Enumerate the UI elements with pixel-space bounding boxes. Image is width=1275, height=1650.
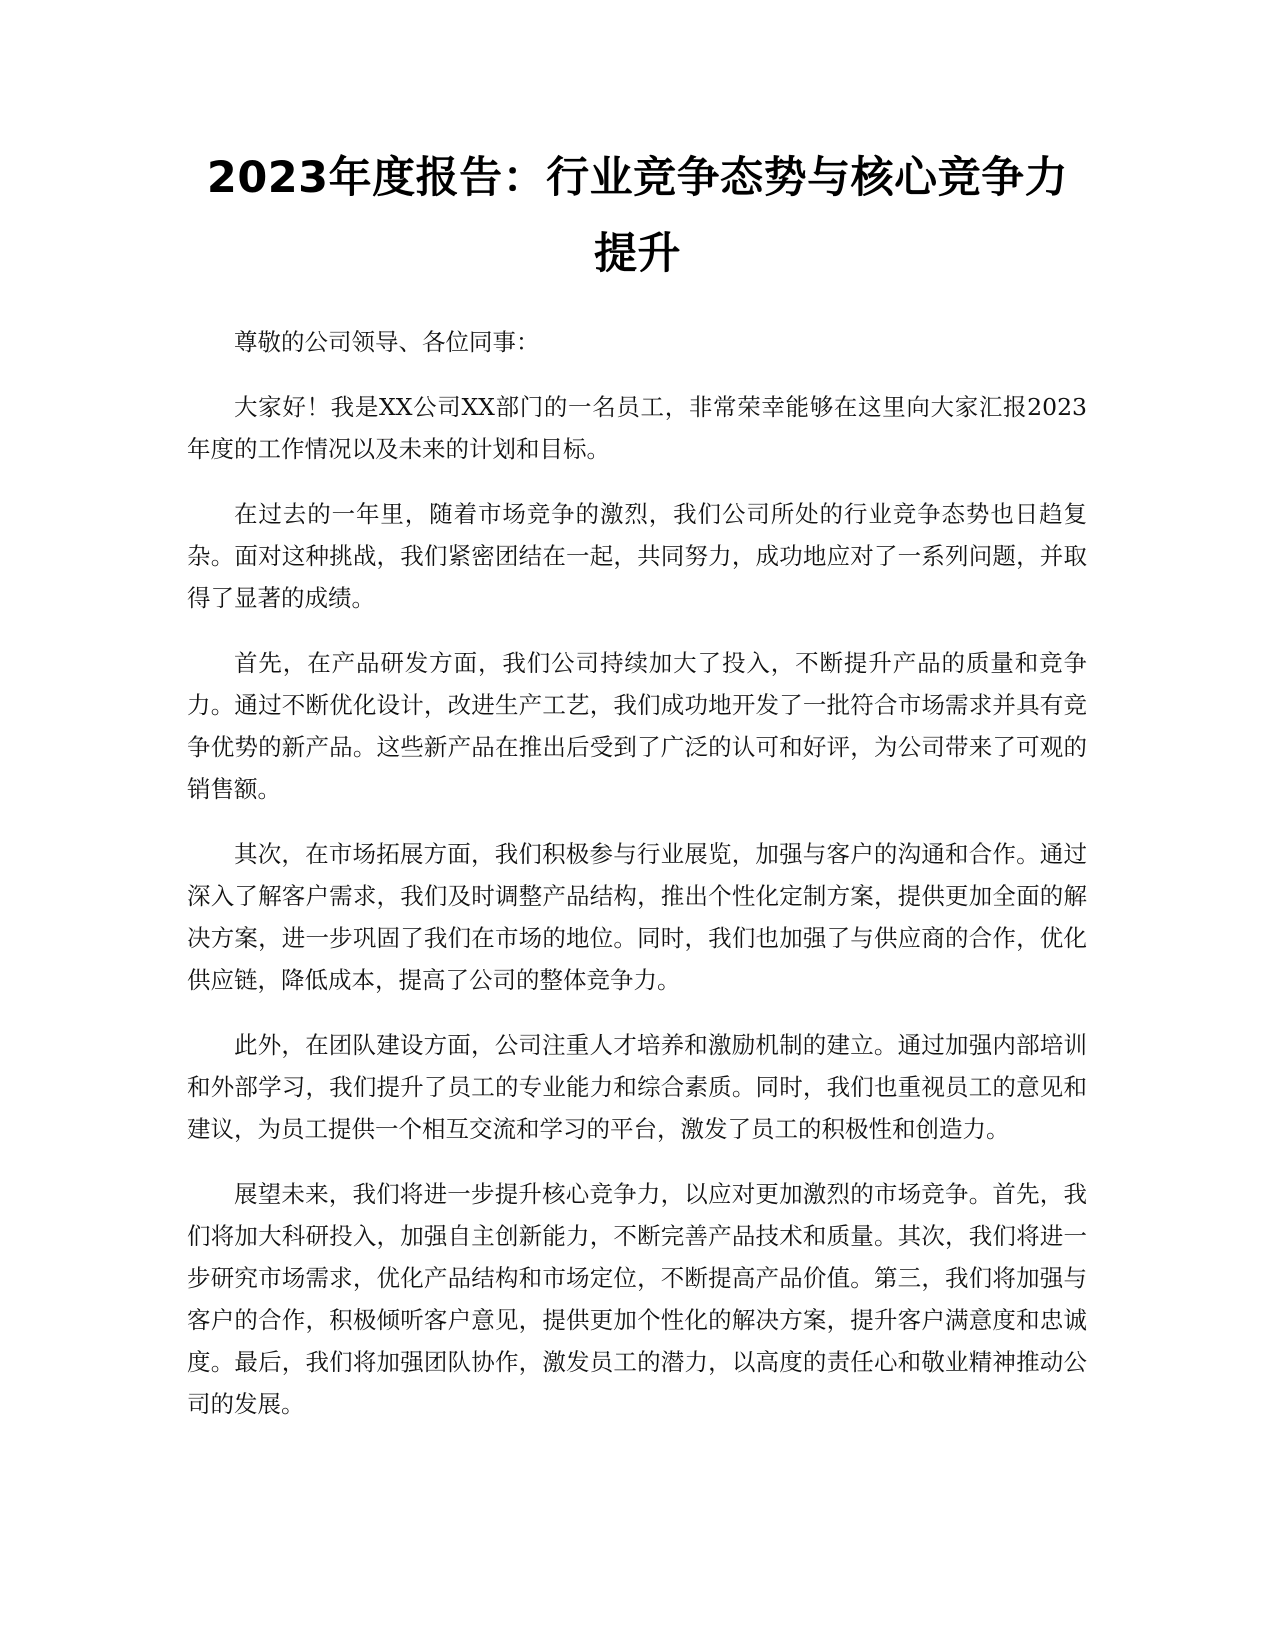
document-title — [150, 140, 1125, 292]
greeting-line: 尊敬的公司领导、各位同事： — [234, 328, 540, 356]
paragraph-outlook: 展望未来，我们将进一步提升核心竞争力，以应对更加激烈的市场竞争。首先，我们将加大科研投入，加强自主创新能力，不断完善产品技术和质量。其次，我们将进一步研究市场需求，优化产品结构和市场定位，不断提高产品价值。第三，我们将加强与客户的合作，积极倾听客户意见，提供更加个性化的解决方案，提升客户满意度和忠诚度。最后，我们将加强团队协作，激发员工的潜力，以高度的责任心和敬业精神推动公司的发展。 — [187, 1180, 1087, 1418]
paragraph-team-building: 此外，在团队建设方面，公司注重人才培养和激励机制的建立。通过加强内部培训和外部学习，我们提升了员工的专业能力和综合素质。同时，我们也重视员工的意见和建议，为员工提供一个相互交流和学习的平台，激发了员工的积极性和创造力。 — [187, 1031, 1087, 1143]
document-body — [187, 321, 1087, 1448]
paragraph-product-rd: 首先，在产品研发方面，我们公司持续加大了投入，不断提升产品的质量和竞争力。通过不断优化设计，改进生产工艺，我们成功地开发了一批符合市场需求并具有竞争优势的新产品。这些新产品在推出后受到了广泛的认可和好评，为公司带来了可观的销售额。 — [187, 649, 1087, 803]
paragraph-past-year: 在过去的一年里，随着市场竞争的激烈，我们公司所处的行业竞争态势也日趋复杂。面对这种挑战，我们紧密团结在一起，共同努力，成功地应对了一系列问题，并取得了显著的成绩。 — [187, 500, 1087, 612]
paragraph-intro: 大家好！我是XX公司XX部门的一名员工，非常荣幸能够在这里向大家汇报2023年度的工作情况以及未来的计划和目标。 — [187, 393, 1087, 463]
title-line-2: 提升 — [594, 229, 681, 279]
paragraph-market-expansion: 其次，在市场拓展方面，我们积极参与行业展览，加强与客户的沟通和合作。通过深入了解客户需求，我们及时调整产品结构，推出个性化定制方案，提供更加全面的解决方案，进一步巩固了我们在市场的地位。同时，我们也加强了与供应商的合作，优化供应链，降低成本，提高了公司的整体竞争力。 — [187, 840, 1087, 994]
title-line-1: 2023年度报告：行业竞争态势与核心竞争力 — [206, 153, 1069, 203]
